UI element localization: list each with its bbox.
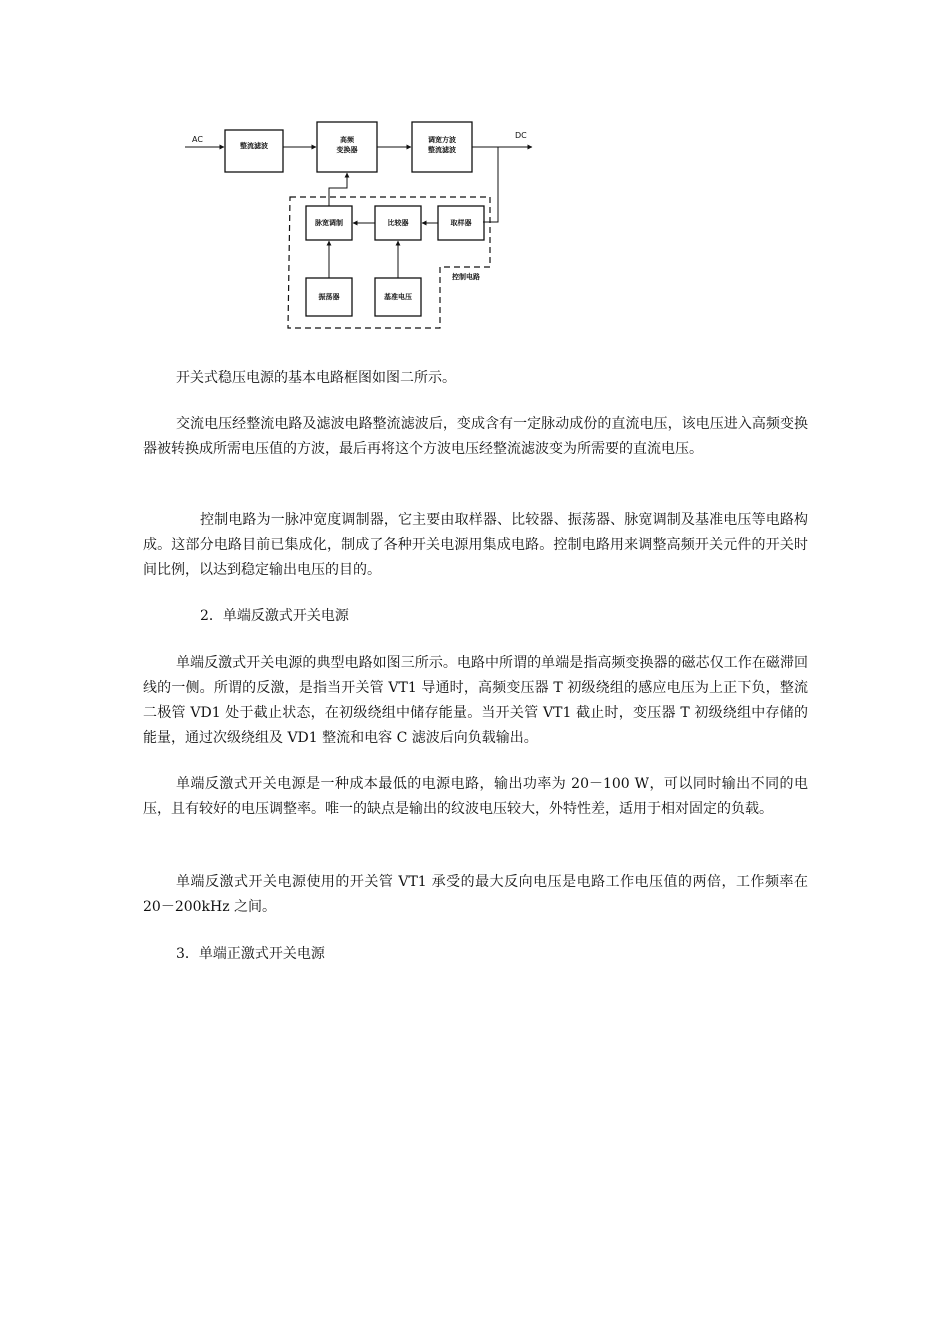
pwm-rectifier-label-1: 调宽方波 bbox=[428, 136, 456, 144]
paragraph-flyback-circuit: 单端反激式开关电源的典型电路如图三所示。电路中所谓的单端是指高频变换器的磁芯仅工作在磁滞回线的一侧。所谓的反激，是指当开关管 VT1 导通时，高频变压器 T 初级绕组的感应电压为上正下负，整流二极管 VD1 处于截止状态，在初级绕组中储存能量。当开关管 VT1 截止时，变压器 T 初级绕组中存储的能量，通过次级绕组及 VD1 整流和电容 C 滤波后向负载输出。 bbox=[143, 655, 808, 746]
rectifier-filter-label: 整流滤波 bbox=[240, 142, 268, 150]
paragraph-diagram-caption: 开关式稳压电源的基本电路框图如图二所示。 bbox=[176, 370, 456, 386]
reference-voltage-label: 基准电压 bbox=[384, 293, 412, 301]
paragraph-ac-conversion: 交流电压经整流电路及滤波电路整流滤波后，变成含有一定脉动成份的直流电压，该电压进入高频变换器被转换成所需电压值的方波，最后再将这个方波电压经整流滤波变为所需要的直流电压。 bbox=[143, 416, 808, 457]
switching-power-supply-block-diagram bbox=[170, 110, 550, 350]
comparator-label: 比较器 bbox=[387, 219, 409, 227]
hf-converter-label-2: 变换器 bbox=[336, 146, 358, 154]
rectifier-filter-block bbox=[225, 130, 283, 172]
oscillator-label: 振荡器 bbox=[318, 293, 340, 301]
ac-label: AC bbox=[192, 135, 203, 144]
pwm-to-converter-arrow bbox=[329, 173, 347, 206]
paragraph-flyback-cost: 单端反激式开关电源是一种成本最低的电源电路，输出功率为 20－100 W，可以同时输出不同的电压，且有较好的电压调整率。唯一的缺点是输出的纹波电压较大，外特性差，适用于相对固定的负载。 bbox=[143, 776, 808, 817]
hf-converter-label-1: 高频 bbox=[340, 136, 354, 144]
heading-forward: 3．单端正激式开关电源 bbox=[176, 946, 325, 962]
paragraph-control-circuit: 控制电路为一脉冲宽度调制器，它主要由取样器、比较器、振荡器、脉宽调制及基准电压等电路构成。这部分电路目前已集成化，制成了各种开关电源用集成电路。控制电路用来调整高频开关元件的开关时间比例，以达到稳定输出电压的目的。 bbox=[143, 512, 808, 578]
sampler-label: 取样器 bbox=[450, 219, 472, 227]
paragraph-flyback-voltage: 单端反激式开关电源使用的开关管 VT1 承受的最大反向电压是电路工作电压值的两倍，工作频率在 20－200kHz 之间。 bbox=[143, 874, 808, 915]
dc-label: DC bbox=[515, 131, 527, 140]
pwm-rectifier-label-2: 整流滤波 bbox=[428, 146, 456, 154]
control-circuit-boundary bbox=[288, 197, 490, 328]
pulse-width-mod-label: 脉宽调制 bbox=[315, 219, 343, 227]
heading-flyback: 2．单端反激式开关电源 bbox=[200, 608, 349, 624]
control-circuit-label: 控制电路 bbox=[452, 273, 480, 281]
